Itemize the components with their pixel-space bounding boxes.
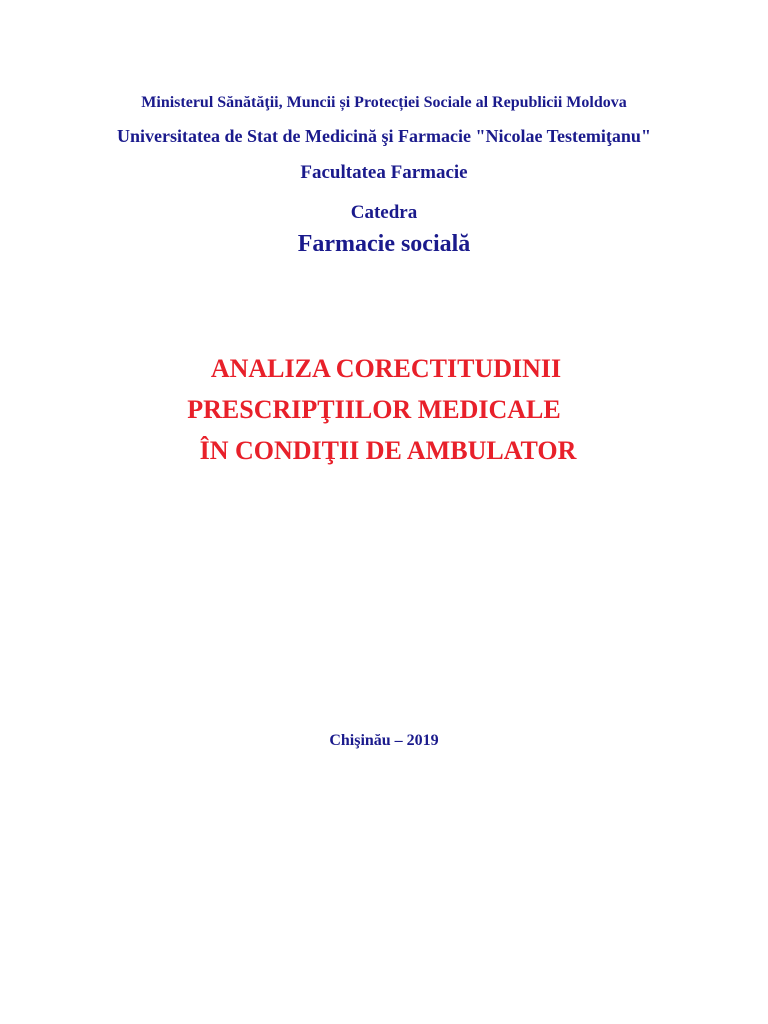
title-line-3: ÎN CONDIŢII DE AMBULATOR [199,436,577,465]
place-and-year: Chişinău – 2019 [329,732,439,749]
department-label: Catedra [350,202,418,223]
title-line-2: PRESCRIPŢIILOR MEDICALE [187,395,561,424]
title-line-1: ANALIZA CORECTITUDINII [210,354,562,383]
department-name: Farmacie socială [297,231,471,257]
ministry-name: Ministerul Sănătăţii, Muncii și Protecției Sociale al Republicii Moldova [141,94,627,111]
faculty-name: Facultatea Farmacie [300,162,468,183]
university-name: Universitatea de Stat de Medicină şi Farmacie "Nicolae Testemiţanu" [117,126,651,146]
